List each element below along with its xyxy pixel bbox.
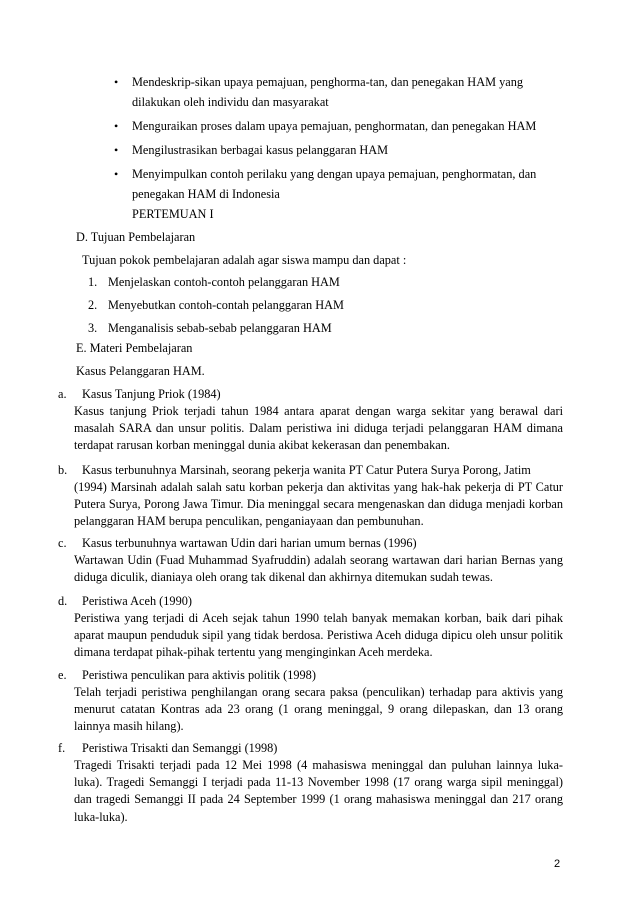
meeting-label: PERTEMUAN I: [132, 207, 214, 221]
section-d-heading: D. Tujuan Pembelajaran: [76, 230, 196, 244]
section-d-intro: Tujuan pokok pembelajaran adalah agar siswa mampu dan dapat :: [82, 253, 407, 267]
bullet-text: Menguraikan proses dalam upaya pemajuan, penghormatan, dan penegakan HAM: [132, 119, 537, 133]
bullet-dot-icon: •: [114, 143, 119, 157]
case-body: Telah terjadi peristiwa penghilangan orang secara paksa (penculikan) terhadap para aktivis yang menurut catatan Kontras ada 23 orang (1 orang meninggal, 9 orang dilepaskan, dan 13 orang lainnya masih hilang).: [74, 685, 563, 734]
bullet-item: [112, 164, 567, 224]
case-item: [58, 386, 563, 455]
bullet-text: Mendeskrip-sikan upaya pemajuan, penghorma-tan, dan penegakan HAM yang: [132, 75, 523, 89]
list-item: [88, 271, 344, 294]
bullet-item: [112, 116, 567, 136]
case-body: Kasus tanjung Priok terjadi tahun 1984 antara aparat dengan warga sekitar yang berawal dari masalah SARA dan unsur politis. Dalam peristiwa ini diduga terjadi pelanggaran HAM dimana terdapat rarusan korban meninggal dunia akibat kekerasan dan penembakan.: [74, 404, 563, 453]
page-number: 2: [554, 858, 561, 870]
case-title: Kasus terbunuhnya Marsinah, seorang pekerja wanita PT Catur Putera Surya Porong, Jatim: [82, 463, 531, 477]
bullet-dot-icon: •: [114, 167, 119, 181]
case-letter: c.: [58, 536, 67, 550]
bullet-dot-icon: •: [114, 119, 119, 133]
case-item: [58, 462, 563, 531]
case-title: Kasus terbunuhnya wartawan Udin dari harian umum bernas (1996): [82, 536, 417, 550]
case-body: Wartawan Udin (Fuad Muhammad Syafruddin) adalah seorang wartawan dari harian Bernas yang diduga diculik, dianiaya oleh orang tak dikenal dan akhirnya ditemukan sudah tewas.: [74, 553, 563, 585]
list-item: [88, 317, 344, 340]
bullet-dot-icon: •: [114, 75, 119, 89]
case-letter: a.: [58, 387, 67, 401]
section-e-subheading: Kasus Pelanggaran HAM.: [76, 364, 205, 378]
case-title: Kasus Tanjung Priok (1984): [82, 387, 221, 401]
case-title: Peristiwa Trisakti dan Semanggi (1998): [82, 741, 278, 755]
bullet-text-continued: dilakukan oleh individu dan masyarakat: [132, 95, 329, 109]
case-item: [58, 667, 563, 736]
case-item: [58, 535, 563, 586]
bullet-text: Mengilustrasikan berbagai kasus pelanggaran HAM: [132, 143, 389, 157]
bullet-item: [112, 140, 567, 160]
list-item-text: Menyebutkan contoh-contah pelanggaran HAM: [108, 298, 344, 312]
case-item: [58, 740, 563, 826]
bullet-item: [112, 72, 567, 112]
case-title: Peristiwa penculikan para aktivis politik (1998): [82, 668, 316, 682]
case-letter: b.: [58, 463, 68, 477]
case-body: Peristiwa yang terjadi di Aceh sejak tahun 1990 telah banyak memakan korban, baik dari pihak aparat maupun penduduk sipil yang tidak berdosa. Peristiwa Aceh diduga dipicu oleh unsur politik dimana terdapat pihak-pihak tertentu yang menginginkan Aceh merdeka.: [74, 611, 563, 660]
case-letter: d.: [58, 594, 68, 608]
case-title: Peristiwa Aceh (1990): [82, 594, 192, 608]
objectives-bullet-list: [112, 72, 567, 228]
learning-goals-list: [88, 271, 344, 340]
bullet-text: Menyimpulkan contoh perilaku yang dengan upaya pemajuan, penghormatan, dan: [132, 167, 537, 181]
case-body: Tragedi Trisakti terjadi pada 12 Mei 1998 (4 mahasiswa meninggal dan puluhan lainnya luka-luka). Tragedi Semanggi I terjadi pada 11-13 November 1998 (17 orang warga sipil meninggal) dan tragedi Semanggi II pada 24 September 1999 (1 orang mahasiswa meninggal dan 217 orang luka-luka).: [74, 758, 563, 824]
bullet-text-continued: penegakan HAM di Indonesia: [132, 187, 280, 201]
case-body: (1994) Marsinah adalah salah satu korban pekerja dan aktivitas yang hak-hak pekerja di PT Catur Putera Surya, Porong Jawa Timur. Dia meninggal secara mengenaskan dan diduga menjadi korban pelanggaran HAM berupa penculikan, penganiayaan dan pembunuhan.: [74, 480, 563, 529]
list-item: [88, 294, 344, 317]
list-item-number: 2.: [88, 298, 98, 312]
list-item-number: 1.: [88, 275, 98, 289]
case-letter: e.: [58, 668, 67, 682]
case-letter: f.: [58, 741, 66, 755]
list-item-text: Menjelaskan contoh-contoh pelanggaran HAM: [108, 275, 340, 289]
list-item-number: 3.: [88, 321, 98, 335]
section-e-heading: E. Materi Pembelajaran: [76, 341, 193, 355]
list-item-text: Menganalisis sebab-sebab pelanggaran HAM: [108, 321, 332, 335]
case-item: [58, 593, 563, 662]
